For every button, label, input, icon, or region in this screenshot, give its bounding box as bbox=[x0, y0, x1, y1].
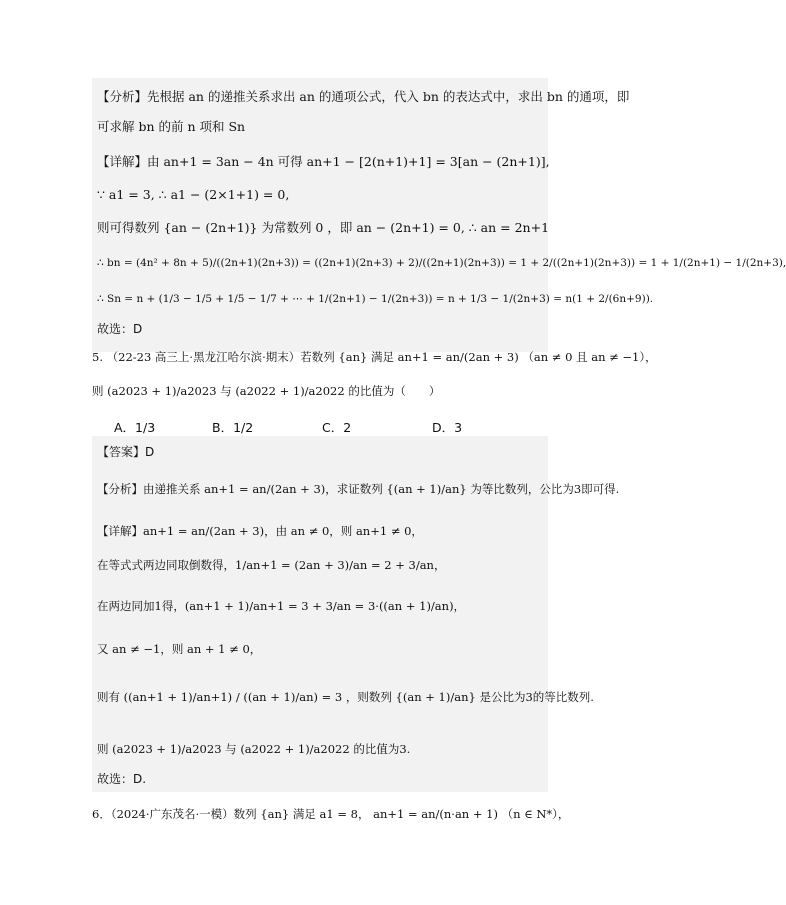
problem5-analysis: 【分析】由递推关系 an+1 = an/(2an + 3)，求证数列 {(an + 1)/an} 为等比数列，公比为3即可得. bbox=[97, 482, 620, 496]
problem4-answer: 故选：D bbox=[97, 322, 143, 336]
option-c[interactable]: C．2 bbox=[322, 420, 352, 435]
problem6-stem: 6．（2024·广东茂名·一模）数列 {an} 满足 a1 = 8， an+1 = an/(n·an + 1) （n ∈ N*）， bbox=[92, 807, 570, 821]
problem4-detail-2: ∵ a1 = 3, ∴ a1 − (2×1+1) = 0, bbox=[97, 187, 290, 202]
problem5-answer-label: 【答案】D bbox=[97, 445, 155, 459]
problem5-detail-1: 【详解】an+1 = an/(2an + 3)，由 an ≠ 0，则 an+1 ≠ 0， bbox=[97, 524, 423, 538]
problem4-detail-1: 【详解】由 an+1 = 3an − 4n 可得 an+1 − [2(n+1)+1] = 3[an − (2n+1)], bbox=[97, 154, 550, 169]
option-a[interactable]: A．1/3 bbox=[114, 420, 156, 435]
problem4-analysis-cont: 可求解 bn 的前 n 项和 Sn bbox=[97, 119, 246, 134]
option-d[interactable]: D．3 bbox=[432, 420, 463, 435]
problem5-detail-6: 则 (a2023 + 1)/a2023 与 (a2022 + 1)/a2022 的比值为3. bbox=[97, 742, 411, 756]
option-b[interactable]: B．1/2 bbox=[212, 420, 254, 435]
problem5-stem: 5. （22-23 高三上·黑龙江哈尔滨·期末）若数列 {an} 满足 an+1 = an/(2an + 3) （an ≠ 0 且 an ≠ −1）， bbox=[92, 350, 657, 364]
problem5-detail-4: 又 an ≠ −1，则 an + 1 ≠ 0， bbox=[97, 642, 262, 656]
problem5-detail-2: 在等式式两边同取倒数得，1/an+1 = (2an + 3)/an = 2 + 3/an， bbox=[97, 558, 446, 572]
problem4-detail-3: 则可得数列 {an − (2n+1)} 为常数列 0 ，即 an − (2n+1) = 0, ∴ an = 2n+1 bbox=[97, 220, 550, 235]
problem4-detail-5: ∴ Sn = n + (1/3 − 1/5 + 1/5 − 1/7 + ⋯ + 1/(2n+1) − 1/(2n+3)) = n + 1/3 − 1/(2n+3) = n(1 + 2/(6n+9)). bbox=[97, 293, 654, 305]
problem5-detail-5: 则有 ((an+1 + 1)/an+1) / ((an + 1)/an) = 3 ，则数列 {(an + 1)/an} 是公比为3的等比数列. bbox=[97, 690, 594, 704]
problem5-stem-cont: 则 (a2023 + 1)/a2023 与 (a2022 + 1)/a2022 的比值为（ ） bbox=[92, 384, 441, 398]
problem5-final: 故选：D. bbox=[97, 772, 147, 786]
problem4-detail-4: ∴ bn = (4n² + 8n + 5)/((2n+1)(2n+3)) = ((2n+1)(2n+3) + 2)/((2n+1)(2n+3)) = 1 + 2/((2n+1)(2n+3)) = 1 + 1/(2n+1) − 1/(2n+3), bbox=[97, 257, 786, 269]
problem4-analysis: 【分析】先根据 an 的递推关系求出 an 的通项公式，代入 bn 的表达式中，求出 bn 的通项，即 bbox=[97, 89, 630, 104]
problem5-detail-3: 在两边同加1得，(an+1 + 1)/an+1 = 3 + 3/an = 3·((an + 1)/an)， bbox=[97, 599, 466, 613]
